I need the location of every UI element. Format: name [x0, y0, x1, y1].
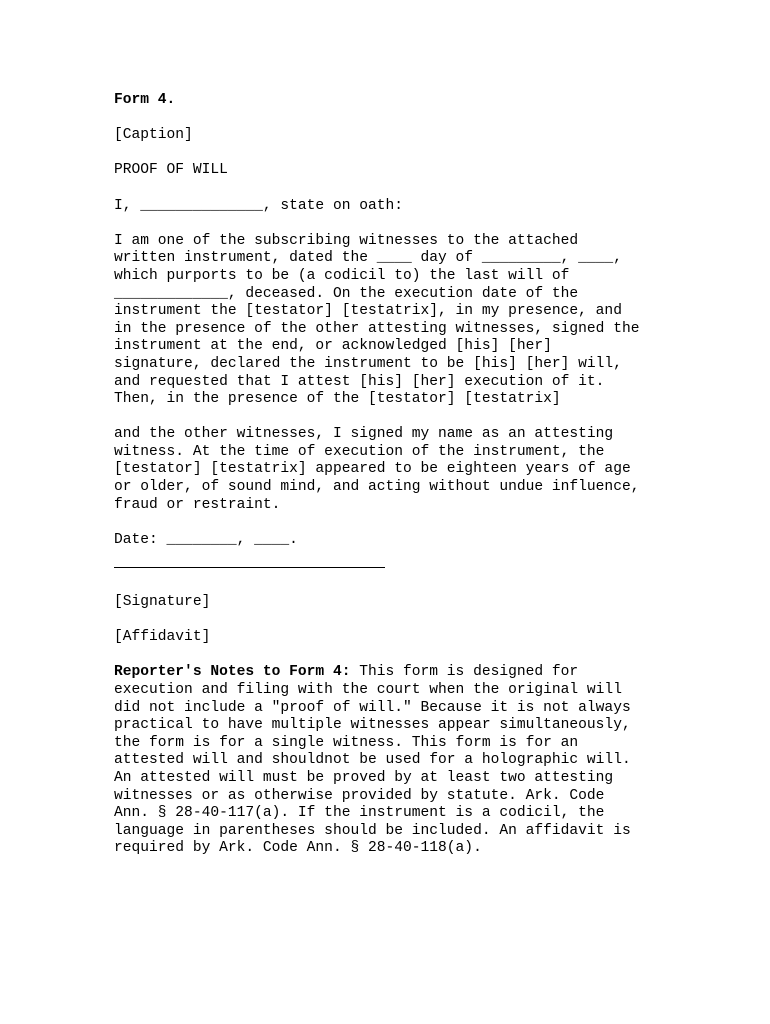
reporters-notes-body: This form is designed for execution and filing with the court when the original will did not include a "proof of will." Because it is not always practical to have multiple witnesses appear simultaneously, the form is for a single witness. This form is for an attested will and shouldnot be used for a holographic will. An attested will must be proved by at least two attesting witnesses or as otherwise provided by statute. Ark. Code Ann. § 28-40-117(a). If the instrument is a codicil, the language in parentheses should be included. An affidavit is required by Ark. Code Ann. § 28-40-118(a). — [114, 664, 631, 857]
affidavit-placeholder: [Affidavit] — [114, 629, 211, 646]
oath-line: I, ______________, state on oath: — [114, 197, 404, 214]
witness-statement-paragraph: I am one of the subscribing witnesses to the attached written instrument, dated the ____ day of _________, ____, which purports to be (a codicil to) the last will of _____________, deceased. On the execution date of the instrument the [testator] [testatrix], in my presence, and in the presence of the other attesting witnesses, signed the instrument at the end, or acknowledged [his] [her] signature, declared the instrument to be [his] [her] will, and requested that I attest [his] [her] execution of it. Then, in the presence of the [testator] [testatrix] — [114, 232, 640, 408]
date-line: Date: ________, ____. — [114, 531, 298, 548]
signature-placeholder: [Signature] — [114, 594, 211, 611]
document-page — [114, 92, 714, 876]
reporters-notes-heading: Reporter's Notes to Form 4: — [114, 664, 351, 681]
signature-line — [114, 567, 385, 568]
form-title: Form 4. — [114, 92, 176, 108]
caption-placeholder: [Caption] — [114, 127, 193, 144]
reporters-notes — [114, 664, 714, 858]
witness-statement-continuation: and the other witnesses, I signed my name as an attesting witness. At the time of execution of the instrument, the [testator] [testatrix] appeared to be eighteen years of age or older, of sound mind, and acting without undue influence, fraud or restraint. — [114, 426, 640, 513]
document-heading: PROOF OF WILL — [114, 162, 228, 179]
